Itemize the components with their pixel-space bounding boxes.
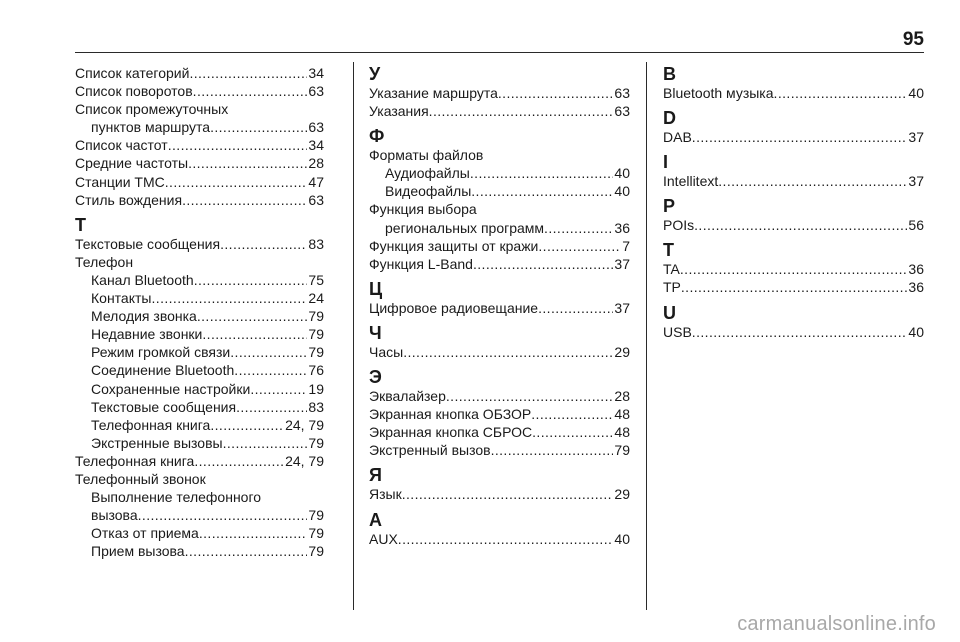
section-letter: B — [663, 64, 676, 84]
entry-term: Экранная кнопка ОБЗОР — [369, 406, 532, 423]
dot-leader — [189, 64, 307, 82]
entry-term: Текстовые сообщения — [75, 235, 221, 252]
entry-page-ref: 24, 79 — [285, 416, 324, 433]
entry-page-ref: 79 — [308, 525, 324, 542]
index-entry — [75, 191, 324, 209]
index-entry — [369, 102, 630, 120]
entry-page-ref: 24, 79 — [285, 452, 324, 469]
dot-leader — [234, 361, 307, 379]
index-entry — [663, 216, 924, 234]
entry-page-ref: 47 — [308, 173, 324, 190]
index-entry — [75, 524, 324, 542]
entry-page-ref: 29 — [614, 343, 630, 360]
index-entry — [663, 128, 924, 146]
entry-term: Видеофайлы — [385, 183, 472, 200]
index-entry — [369, 530, 630, 548]
index-entry — [369, 182, 630, 200]
entry-page-ref: 76 — [308, 362, 324, 379]
dot-leader — [718, 172, 907, 190]
entry-term: Текстовые сообщения — [91, 398, 237, 415]
entry-term: Список частот — [75, 137, 168, 154]
entry-term: Список категорий — [75, 65, 190, 81]
index-entry — [663, 260, 924, 278]
index-entry — [369, 299, 630, 317]
index-entry — [663, 278, 924, 296]
entry-term: Экстренный вызов — [369, 442, 491, 459]
index-entry — [369, 84, 630, 102]
index-entry — [75, 64, 324, 82]
section-letter: U — [663, 302, 676, 323]
section-letter: Э — [369, 367, 382, 388]
dot-leader — [230, 343, 307, 361]
index-entry — [75, 82, 324, 100]
section-letter: Ф — [369, 126, 385, 147]
index-entry — [369, 441, 630, 459]
entry-page-ref: 37 — [614, 255, 630, 272]
index-entry — [75, 542, 324, 560]
entry-term: Bluetooth музыка — [663, 85, 774, 101]
dot-leader — [429, 102, 614, 120]
section-letter: D — [663, 108, 676, 129]
column-divider — [646, 62, 647, 610]
dot-leader — [236, 398, 307, 416]
dot-leader — [402, 485, 614, 503]
section-letter: A — [369, 509, 382, 530]
dot-leader — [532, 423, 613, 441]
entry-page-ref: 75 — [308, 271, 324, 288]
header-rule — [75, 52, 924, 53]
dot-leader — [223, 434, 308, 452]
dot-leader — [470, 164, 614, 182]
dot-leader — [185, 542, 308, 560]
entry-page-ref: 79 — [614, 442, 630, 459]
entry-page-ref: 37 — [908, 173, 924, 190]
dot-leader — [197, 307, 308, 325]
dot-leader — [193, 82, 308, 100]
entry-term: Телефонная книга — [75, 452, 195, 469]
entry-term: Телефонная книга — [91, 416, 211, 433]
index-heading: Телефон — [75, 253, 134, 270]
dot-leader — [473, 255, 613, 273]
index-entry — [369, 164, 630, 182]
entry-page-ref: 40 — [614, 183, 630, 200]
index-entry — [369, 219, 630, 237]
entry-page-ref: 34 — [308, 65, 324, 81]
index-entry — [75, 235, 324, 253]
entry-term: Стиль вождения — [75, 191, 183, 208]
index-entry — [75, 380, 324, 398]
dot-leader — [250, 380, 307, 398]
entry-page-ref: 7 — [622, 237, 630, 254]
entry-term: Канал Bluetooth — [91, 271, 194, 288]
entry-page-ref: 83 — [308, 235, 324, 252]
entry-term: Контакты — [91, 290, 152, 307]
entry-page-ref: 48 — [614, 424, 630, 441]
index-entry — [75, 416, 324, 434]
entry-term: Эквалайзер — [369, 388, 446, 405]
dot-leader — [680, 260, 908, 278]
entry-page-ref: 79 — [308, 308, 324, 325]
dot-leader — [538, 299, 613, 317]
index-heading: Список промежуточных — [75, 101, 229, 118]
entry-term: Указания — [369, 103, 429, 120]
entry-page-ref: 63 — [308, 191, 324, 208]
index-entry — [369, 343, 630, 361]
index-entry — [75, 118, 324, 136]
dot-leader — [774, 84, 908, 102]
entry-page-ref: 79 — [308, 434, 324, 451]
entry-page-ref: 79 — [308, 344, 324, 361]
dot-leader — [210, 416, 284, 434]
entry-term: Intellitext — [663, 173, 719, 190]
entry-term: Функция L-Band — [369, 255, 473, 272]
entry-page-ref: 40 — [614, 530, 630, 547]
section-letter: Ц — [369, 278, 383, 299]
section-letter: P — [663, 196, 676, 217]
section-letter: Я — [369, 465, 382, 486]
entry-page-ref: 63 — [614, 85, 630, 101]
entry-page-ref: 24 — [308, 290, 324, 307]
entry-term: Экстренные вызовы — [91, 434, 223, 451]
entry-page-ref: 40 — [908, 85, 924, 101]
index-entry — [75, 271, 324, 289]
entry-term: Экранная кнопка СБРОС — [369, 424, 533, 441]
dot-leader — [165, 173, 308, 191]
entry-term: Отказ от приема — [91, 525, 199, 542]
entry-page-ref: 79 — [308, 543, 324, 560]
entry-term: вызова — [91, 507, 138, 524]
entry-page-ref: 29 — [614, 486, 630, 503]
dot-leader — [210, 118, 307, 136]
dot-leader — [188, 154, 307, 172]
index-column-2 — [369, 64, 630, 548]
dot-leader — [151, 289, 307, 307]
dot-leader — [182, 191, 307, 209]
index-entry — [369, 387, 630, 405]
index-entry — [369, 423, 630, 441]
entry-term: POIs — [663, 217, 695, 234]
entry-term: Язык — [369, 486, 402, 503]
index-entry — [75, 343, 324, 361]
entry-term: DAB — [663, 129, 692, 146]
dot-leader — [194, 452, 284, 470]
dot-leader — [138, 506, 308, 524]
entry-page-ref: 48 — [614, 406, 630, 423]
entry-term: Мелодия звонка — [91, 308, 197, 325]
dot-leader — [538, 237, 621, 255]
index-entry — [75, 154, 324, 172]
entry-page-ref: 28 — [614, 388, 630, 405]
index-entry — [369, 405, 630, 423]
dot-leader — [692, 128, 908, 146]
section-letter: T — [663, 240, 674, 261]
entry-term: USB — [663, 323, 692, 340]
entry-term: Часы — [369, 343, 404, 360]
entry-page-ref: 83 — [308, 398, 324, 415]
dot-leader — [531, 405, 613, 423]
index-heading: Форматы файлов — [369, 147, 484, 164]
section-letter: У — [369, 64, 381, 84]
index-entry — [75, 307, 324, 325]
index-entry — [75, 136, 324, 154]
entry-page-ref: 40 — [614, 165, 630, 182]
entry-page-ref: 28 — [308, 155, 324, 172]
entry-term: Цифровое радиовещание — [369, 299, 539, 316]
column-divider — [353, 62, 354, 610]
index-entry — [369, 255, 630, 273]
entry-term: пунктов маршрута — [91, 119, 211, 136]
entry-term: Прием вызова — [91, 543, 185, 560]
dot-leader — [491, 441, 614, 459]
entry-page-ref: 63 — [308, 83, 324, 100]
section-letter: Т — [75, 214, 86, 235]
dot-leader — [471, 182, 613, 200]
dot-leader — [681, 278, 908, 296]
entry-page-ref: 56 — [908, 217, 924, 234]
entry-term: AUX — [369, 530, 398, 547]
index-entry — [663, 323, 924, 341]
index-entry — [75, 173, 324, 191]
index-entry — [75, 325, 324, 343]
entry-term: Аудиофайлы — [385, 165, 470, 182]
entry-page-ref: 40 — [908, 323, 924, 340]
entry-page-ref: 19 — [308, 380, 324, 397]
entry-term: Станции TMC — [75, 173, 165, 190]
dot-leader — [220, 235, 307, 253]
watermark: carmanualsonline.info — [737, 613, 936, 635]
dot-leader — [446, 387, 614, 405]
index-heading: Телефонный звонок — [75, 470, 206, 487]
entry-term: Функция защиты от кражи — [369, 237, 539, 254]
entry-page-ref: 79 — [308, 326, 324, 343]
section-letter: Ч — [369, 322, 382, 343]
dot-leader — [498, 84, 614, 102]
dot-leader — [694, 216, 907, 234]
dot-leader — [398, 530, 614, 548]
index-column-3 — [663, 64, 924, 341]
entry-page-ref: 63 — [614, 103, 630, 120]
index-column-1 — [75, 64, 324, 560]
dot-leader — [194, 271, 308, 289]
entry-page-ref: 37 — [614, 299, 630, 316]
dot-leader — [199, 524, 308, 542]
dot-leader — [403, 343, 613, 361]
entry-page-ref: 34 — [308, 137, 324, 154]
dot-leader — [202, 325, 307, 343]
index-entry — [75, 506, 324, 524]
entry-term: TP — [663, 279, 681, 296]
entry-term: Средние частоты — [75, 155, 189, 172]
index-entry — [663, 84, 924, 102]
entry-term: Сохраненные настройки — [91, 380, 251, 397]
index-entry — [75, 361, 324, 379]
entry-page-ref: 37 — [908, 129, 924, 146]
index-entry — [663, 172, 924, 190]
index-entry — [75, 398, 324, 416]
page-number: 95 — [902, 29, 924, 50]
entry-term: Список поворотов — [75, 83, 193, 100]
section-letter: I — [663, 152, 669, 173]
entry-term: TA — [663, 261, 680, 278]
entry-page-ref: 36 — [908, 261, 924, 278]
entry-term: Указание маршрута — [369, 85, 498, 101]
entry-page-ref: 36 — [908, 279, 924, 296]
entry-page-ref: 63 — [308, 119, 324, 136]
dot-leader — [544, 219, 613, 237]
entry-term: Соединение Bluetooth — [91, 362, 235, 379]
index-entry — [75, 434, 324, 452]
index-entry — [75, 289, 324, 307]
entry-term: Недавние звонки — [91, 326, 203, 343]
dot-leader — [692, 323, 908, 341]
entry-term: региональных программ — [385, 219, 545, 236]
entry-page-ref: 36 — [614, 219, 630, 236]
index-entry — [75, 452, 324, 470]
entry-page-ref: 79 — [308, 507, 324, 524]
index-heading: Выполнение телефонного — [91, 489, 262, 506]
index-heading: Функция выбора — [369, 201, 477, 218]
dot-leader — [168, 136, 308, 154]
entry-term: Режим громкой связи — [91, 344, 231, 361]
index-entry — [369, 237, 630, 255]
index-entry — [369, 485, 630, 503]
